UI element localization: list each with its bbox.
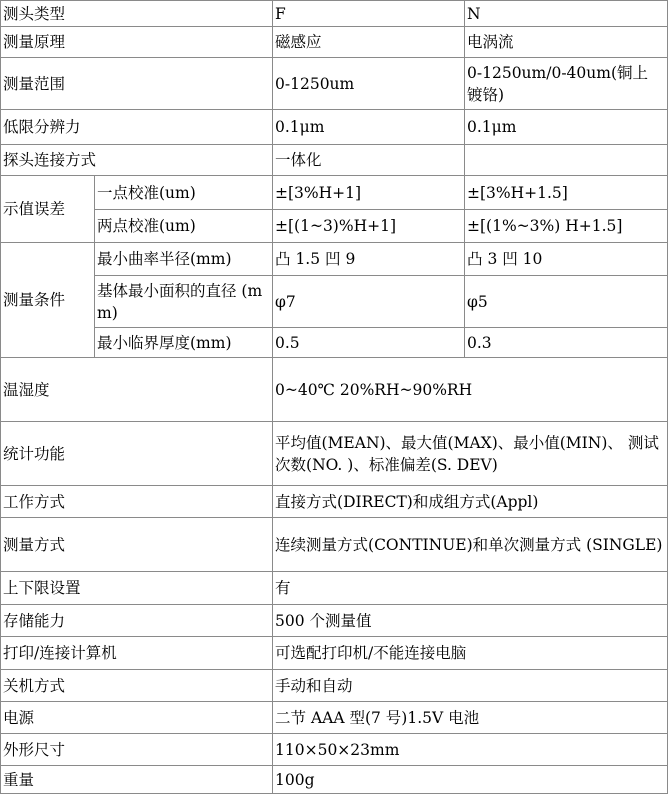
value-cell: 100g bbox=[273, 766, 668, 794]
value-cell: 直接方式(DIRECT)和成组方式(Appl) bbox=[273, 486, 668, 518]
f-value-cell: 0.1μm bbox=[273, 110, 465, 145]
f-value-cell: 磁感应 bbox=[273, 27, 465, 58]
n-value-cell: 凸 3 凹 10 bbox=[465, 243, 668, 276]
value-cell: 有 bbox=[273, 572, 668, 605]
sub-label-cell: 一点校准(um) bbox=[95, 176, 273, 210]
n-value-cell: 0-1250um/0-40um(铜上 镀铬) bbox=[465, 58, 668, 110]
f-value-cell: 0-1250um bbox=[273, 58, 465, 110]
table-row bbox=[1, 1, 668, 27]
table-row bbox=[1, 518, 668, 572]
table-row bbox=[1, 422, 668, 486]
f-value-cell: ±[(1~3)%H+1] bbox=[273, 210, 465, 243]
sub-label-cell: 基体最小面积的直径 (mm) bbox=[95, 276, 273, 328]
label-cell: 测量原理 bbox=[1, 27, 273, 58]
table-row bbox=[1, 243, 668, 276]
label-cell: 测量范围 bbox=[1, 58, 273, 110]
f-value-cell: F bbox=[273, 1, 465, 27]
table-row bbox=[1, 670, 668, 702]
label-cell: 温湿度 bbox=[1, 358, 273, 422]
n-value-cell: φ5 bbox=[465, 276, 668, 328]
table-row bbox=[1, 572, 668, 605]
label-cell: 测量方式 bbox=[1, 518, 273, 572]
value-cell: 可选配打印机/不能连接电脑 bbox=[273, 637, 668, 670]
table-row bbox=[1, 276, 668, 328]
table-row bbox=[1, 176, 668, 210]
table-row bbox=[1, 486, 668, 518]
value-cell: 0~40℃ 20%RH~90%RH bbox=[273, 358, 668, 422]
value-cell: 500 个测量值 bbox=[273, 605, 668, 637]
table-row bbox=[1, 110, 668, 145]
n-value-cell bbox=[465, 145, 668, 176]
table-row bbox=[1, 145, 668, 176]
table-row bbox=[1, 27, 668, 58]
label-cell: 关机方式 bbox=[1, 670, 273, 702]
table-row bbox=[1, 702, 668, 734]
label-cell: 测头类型 bbox=[1, 1, 273, 27]
label-cell: 工作方式 bbox=[1, 486, 273, 518]
value-cell: 110×50×23mm bbox=[273, 734, 668, 766]
value-cell: 二节 AAA 型(7 号)1.5V 电池 bbox=[273, 702, 668, 734]
label-cell: 重量 bbox=[1, 766, 273, 794]
table-row bbox=[1, 328, 668, 358]
f-value-cell: 凸 1.5 凹 9 bbox=[273, 243, 465, 276]
table-row bbox=[1, 358, 668, 422]
sub-label-cell: 最小曲率半径(mm) bbox=[95, 243, 273, 276]
table-row bbox=[1, 210, 668, 243]
label-cell: 统计功能 bbox=[1, 422, 273, 486]
table-row bbox=[1, 637, 668, 670]
f-value-cell: ±[3%H+1] bbox=[273, 176, 465, 210]
group-label-cell: 测量条件 bbox=[1, 243, 95, 358]
value-cell: 平均值(MEAN)、最大值(MAX)、最小值(MIN)、 测试次数(NO. )、标准偏差(S. DEV) bbox=[273, 422, 668, 486]
f-value-cell: 一体化 bbox=[273, 145, 465, 176]
n-value-cell: ±[3%H+1.5] bbox=[465, 176, 668, 210]
n-value-cell: 0.1μm bbox=[465, 110, 668, 145]
value-cell: 连续测量方式(CONTINUE)和单次测量方式 (SINGLE) bbox=[273, 518, 668, 572]
label-cell: 电源 bbox=[1, 702, 273, 734]
table-row bbox=[1, 734, 668, 766]
n-value-cell: 0.3 bbox=[465, 328, 668, 358]
label-cell: 外形尺寸 bbox=[1, 734, 273, 766]
label-cell: 低限分辨力 bbox=[1, 110, 273, 145]
group-label-cell: 示值误差 bbox=[1, 176, 95, 243]
label-cell: 存储能力 bbox=[1, 605, 273, 637]
value-cell: 手动和自动 bbox=[273, 670, 668, 702]
n-value-cell: N bbox=[465, 1, 668, 27]
table-row bbox=[1, 58, 668, 110]
sub-label-cell: 两点校准(um) bbox=[95, 210, 273, 243]
label-cell: 探头连接方式 bbox=[1, 145, 273, 176]
label-cell: 上下限设置 bbox=[1, 572, 273, 605]
n-value-cell: 电涡流 bbox=[465, 27, 668, 58]
label-cell: 打印/连接计算机 bbox=[1, 637, 273, 670]
table-row bbox=[1, 766, 668, 794]
sub-label-cell: 最小临界厚度(mm) bbox=[95, 328, 273, 358]
f-value-cell: φ7 bbox=[273, 276, 465, 328]
f-value-cell: 0.5 bbox=[273, 328, 465, 358]
table-row bbox=[1, 605, 668, 637]
n-value-cell: ±[(1%~3%) H+1.5] bbox=[465, 210, 668, 243]
